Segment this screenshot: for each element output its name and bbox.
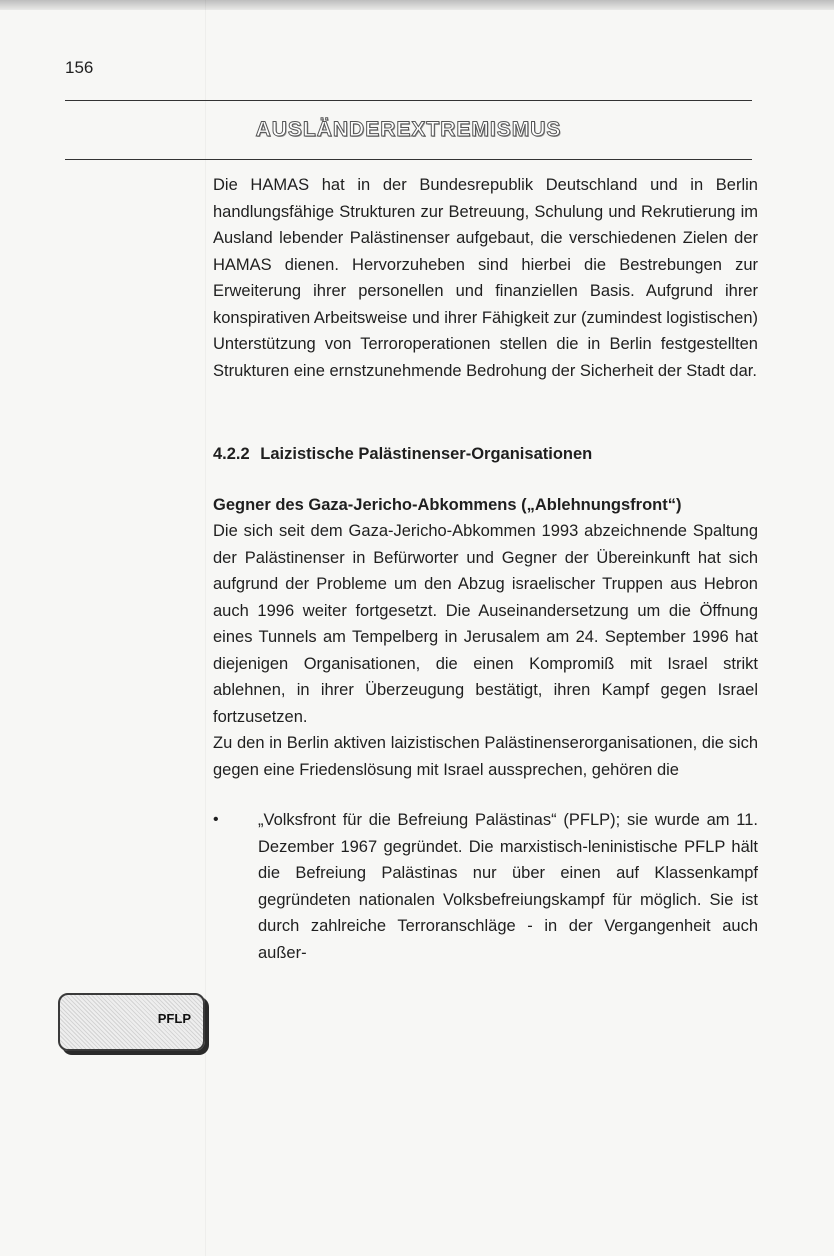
header-rule-bottom xyxy=(65,159,752,160)
bullet-icon: • xyxy=(213,811,219,828)
bullet-text: „Volksfront für die Befreiung Palästinas“ (PFLP); sie wurde am 11. Dezember 1967 gegründet. Die marxistisch-leninistische PFLP hält die Befreiung Palästinas nur über einen auf Klassenkampf gegründeten nationalen Volksbefreiungskampf für möglich. Sie ist durch zahlreiche Terroranschläge - in der Vergangenheit auch außer- xyxy=(258,811,758,962)
section-heading-title: Laizistische Palästinenser-Organisationen xyxy=(260,445,593,463)
intro-paragraph: Die HAMAS hat in der Bundesrepublik Deutschland und in Berlin handlungsfähige Strukturen zur Betreuung, Schulung und Rekrutierung im Ausland lebender Palästinenser aufgebaut, die verschiedenen Zielen der HAMAS dienen. Hervorzuheben sind hierbei die Bestrebungen zur Erweiterung ihrer personellen und finanziellen Basis. Aufgrund ihrer konspirativen Arbeitsweise und ihrer Fähigkeit zur (zumindest logistischen) Unterstützung von Terroroperationen stellen die in Berlin festgestellten Strukturen eine ernstzunehmende Bedrohung der Sicherheit der Stadt dar. xyxy=(213,176,758,380)
section-header: AUSLÄNDEREXTREMISMUS xyxy=(255,118,562,141)
subheading: Gegner des Gaza-Jericho-Abkommens („Ablehnungsfront“) xyxy=(213,495,682,514)
header-rule-top xyxy=(65,100,752,101)
paragraph-2: Die sich seit dem Gaza-Jericho-Abkommen 1993 abzeichnende Spaltung der Palästinenser in Befürworter und Gegner der Übereinkunft hat sich aufgrund der Probleme um den Abzug israelischer Truppen aus Hebron auch 1996 weiter fortgesetzt. Die Auseinandersetzung um die Öffnung eines Tunnels am Tempelberg in Jerusalem am 24. September 1996 hat diejenigen Organisationen, die einen Kompromiß mit Israel strikt ablehnen, in ihrer Überzeugung bestätigt, ihren Kampf gegen Israel fortzusetzen. xyxy=(213,522,758,726)
section-heading xyxy=(213,441,758,468)
page-number: 156 xyxy=(65,58,94,77)
paragraph-3: Zu den in Berlin aktiven laizistischen Palästinenserorganisationen, die sich gegen eine Friedenslösung mit Israel aussprechen, gehören die xyxy=(213,734,758,779)
margin-note-box xyxy=(58,993,205,1051)
bullet-item-pflp xyxy=(213,807,758,966)
scan-edge xyxy=(0,0,834,10)
section-heading-number: 4.2.2 xyxy=(213,445,250,463)
page-fold-shadow xyxy=(205,0,206,1256)
margin-note-label: PFLP xyxy=(157,1011,191,1026)
main-text xyxy=(213,172,758,966)
